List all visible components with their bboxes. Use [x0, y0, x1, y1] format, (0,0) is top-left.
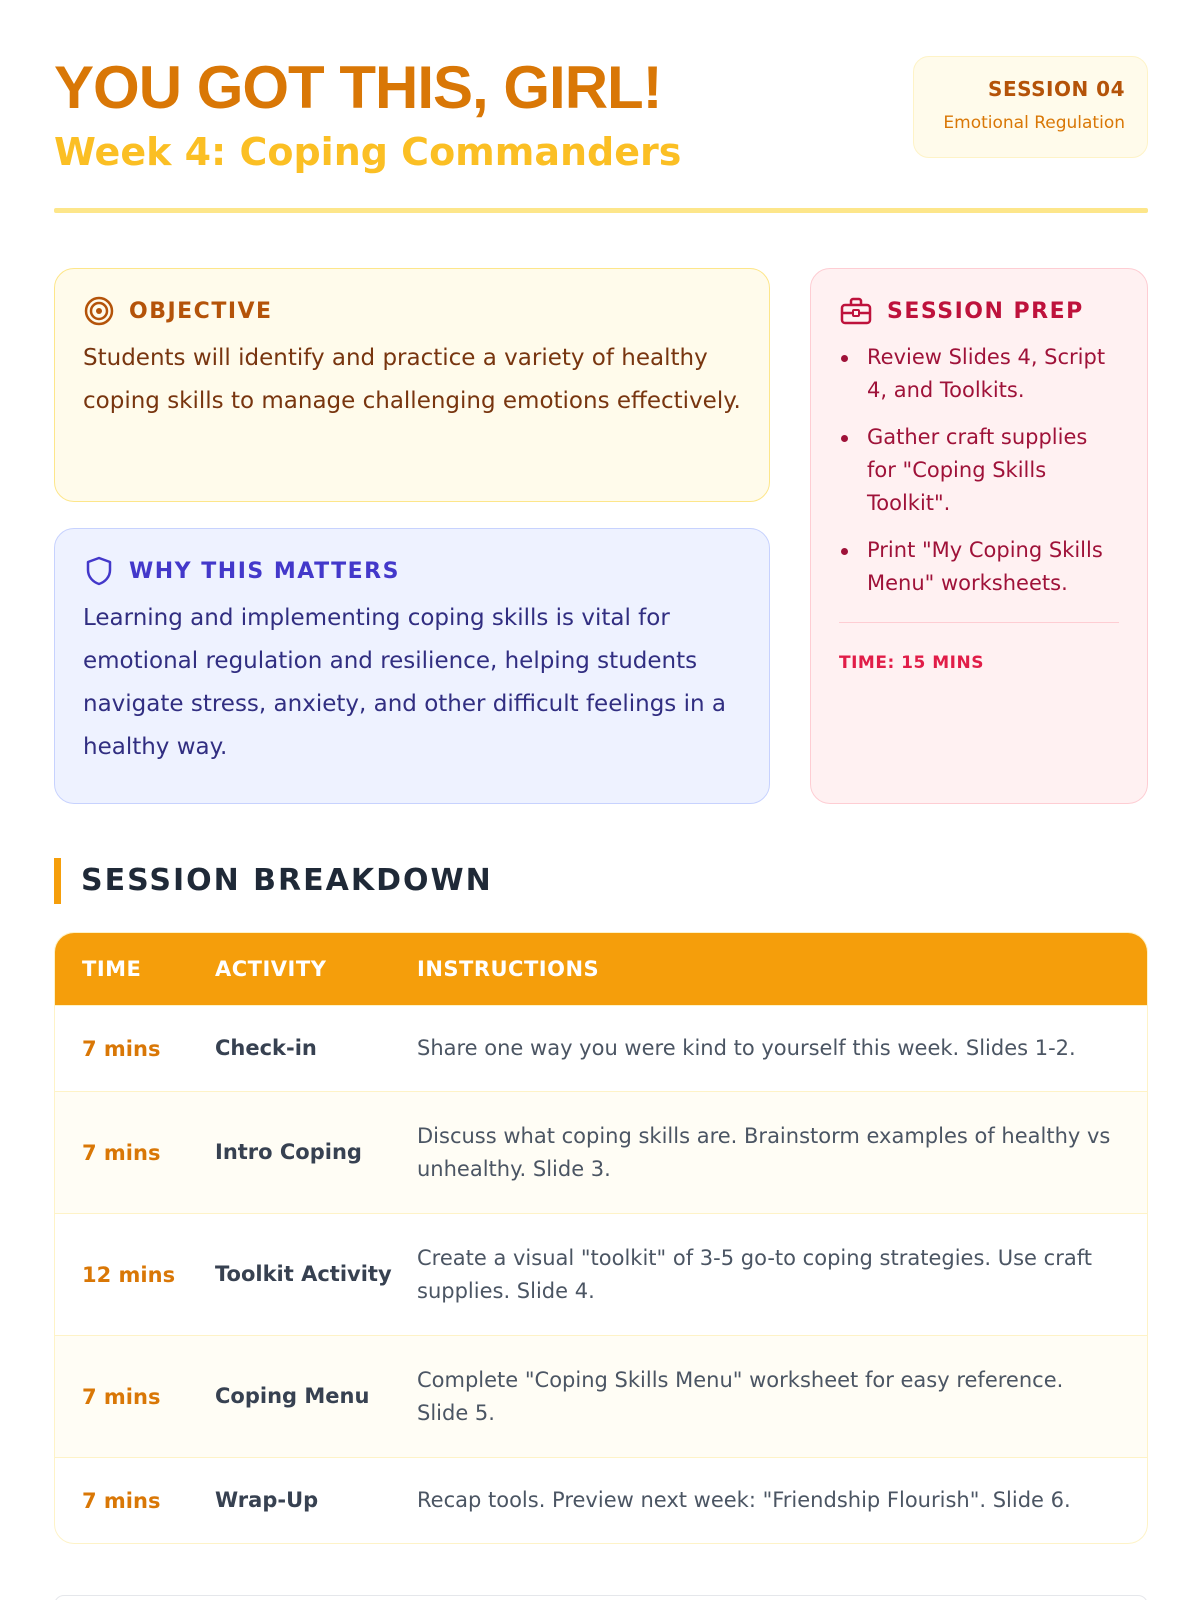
why-text: Learning and implementing coping skills is vital for emotional regulation and resilience, helping students navigate stress, anxiety, and other difficult feelings in a healthy way. [83, 605, 726, 760]
row-activity: Wrap-Up [215, 1488, 319, 1512]
shield-icon [83, 555, 115, 587]
session-prep-card [810, 268, 1148, 804]
prep-time: TIME: 15 MINS [839, 653, 984, 673]
table-header [55, 933, 1147, 1005]
next-card-edge [54, 1595, 1148, 1600]
row-time: 7 mins [82, 1384, 161, 1409]
prep-divider [839, 622, 1119, 623]
why-card [54, 528, 770, 804]
objective-heading-row [83, 295, 741, 327]
row-instructions: Create a visual "toolkit" of 3-5 go-to coping strategies. Use craft supplies. Slide 4. [417, 1245, 1092, 1303]
session-topic: Emotional Regulation [943, 113, 1125, 133]
page-subtitle: Week 4: Coping Commanders [54, 130, 682, 174]
why-heading: WHY THIS MATTERS [129, 558, 400, 584]
header-divider [54, 208, 1148, 213]
row-instructions: Recap tools. Preview next week: "Friendship Flourish". Slide 6. [417, 1488, 1071, 1512]
column-header-time: TIME [82, 957, 142, 981]
table-row [55, 1091, 1147, 1213]
breakdown-table [54, 932, 1148, 1544]
table-row [55, 1213, 1147, 1335]
row-activity: Check-in [215, 1036, 317, 1060]
toolbox-icon [839, 295, 873, 327]
prep-item: Gather craft supplies for "Coping Skills Toolkit". [839, 421, 1119, 520]
row-time: 7 mins [82, 1036, 161, 1061]
row-instructions: Share one way you were kind to yourself this week. Slides 1-2. [417, 1036, 1076, 1060]
table-row [55, 1335, 1147, 1457]
column-header-instructions: INSTRUCTIONS [417, 957, 600, 981]
table-row [55, 1457, 1147, 1543]
target-icon [83, 295, 115, 327]
row-instructions: Discuss what coping skills are. Brainstorm examples of healthy vs unhealthy. Slide 3. [417, 1123, 1111, 1181]
why-heading-row [83, 555, 741, 587]
objective-text: Students will identify and practice a variety of healthy coping skills to manage challenging emotions effectively. [83, 345, 741, 414]
column-header-activity: ACTIVITY [215, 957, 327, 981]
prep-item: Review Slides 4, Script 4, and Toolkits. [839, 341, 1119, 407]
row-instructions: Complete "Coping Skills Menu" worksheet for easy reference. Slide 5. [417, 1367, 1064, 1425]
objective-card [54, 268, 770, 502]
row-activity: Intro Coping [215, 1140, 362, 1164]
page-header [54, 56, 1148, 216]
session-badge [913, 56, 1148, 158]
row-activity: Coping Menu [215, 1384, 370, 1408]
section-breakdown-title: SESSION BREAKDOWN [54, 858, 493, 904]
row-time: 7 mins [82, 1488, 161, 1513]
prep-heading-row [839, 295, 1119, 327]
row-time: 7 mins [82, 1140, 161, 1165]
prep-list [839, 341, 1119, 600]
session-number: SESSION 04 [988, 77, 1125, 101]
page-title: YOU GOT THIS, GIRL! [54, 54, 662, 121]
objective-heading: OBJECTIVE [129, 298, 273, 324]
row-time: 12 mins [82, 1262, 176, 1287]
row-activity: Toolkit Activity [215, 1262, 392, 1286]
prep-item: Print "My Coping Skills Menu" worksheets. [839, 534, 1119, 600]
prep-heading: SESSION PREP [887, 298, 1084, 324]
table-row [55, 1005, 1147, 1091]
